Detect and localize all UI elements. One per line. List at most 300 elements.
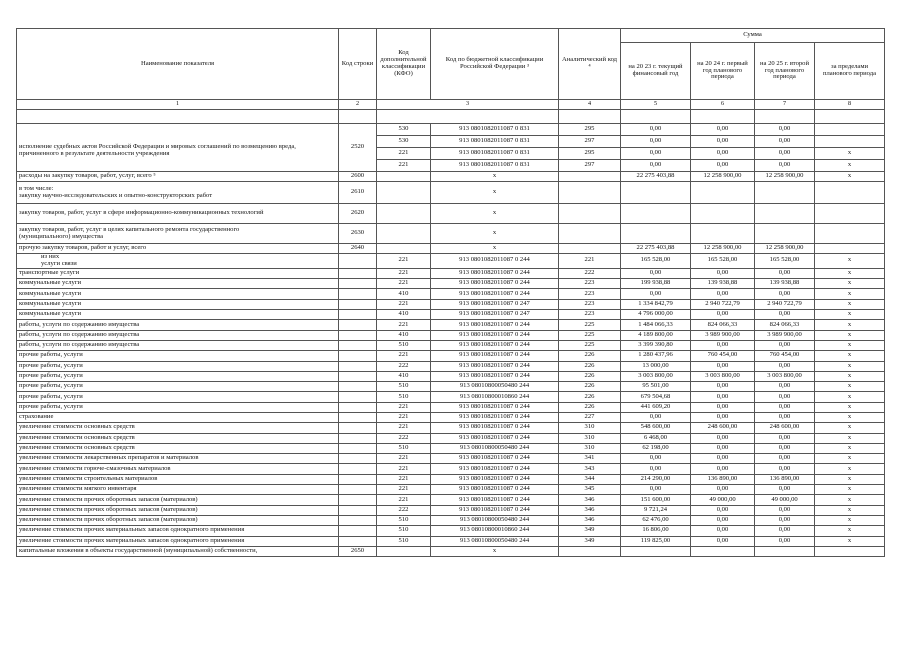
budget-code-cell: 913 0801082011087 0 244 bbox=[431, 279, 559, 289]
analytic-cell: 349 bbox=[559, 526, 621, 536]
kfo-cell: 410 bbox=[377, 289, 431, 299]
value-year-2 bbox=[691, 546, 755, 556]
budget-code-cell: 913 0801082011087 0 247 bbox=[431, 299, 559, 309]
analytic-cell: 295 bbox=[559, 124, 621, 136]
kfo-cell: 221 bbox=[377, 160, 431, 172]
table-row bbox=[17, 289, 885, 299]
value-year-3: 0,00 bbox=[755, 454, 815, 464]
indicator-name: закупку товаров, работ, услуг в сфере информационно-коммуникационных технологий bbox=[17, 204, 339, 224]
header-year-1: на 20 23 г. текущий финансовый год bbox=[621, 43, 691, 100]
kfo-cell: 510 bbox=[377, 536, 431, 546]
row-code: 2620 bbox=[339, 204, 377, 224]
indicator-name: увеличение стоимости лекарственных препаратов и материалов bbox=[17, 454, 339, 464]
indicator-name: работы, услуги по содержанию имущества bbox=[17, 330, 339, 340]
budget-code-cell: 913 0801082011087 0 831 bbox=[431, 136, 559, 148]
value-year-1 bbox=[621, 546, 691, 556]
analytic-cell: 223 bbox=[559, 279, 621, 289]
row-code bbox=[339, 485, 377, 495]
value-year-3: 0,00 bbox=[755, 485, 815, 495]
indicator-label: услуги связи bbox=[41, 259, 77, 267]
table-row bbox=[17, 361, 885, 371]
header-sum: Сумма bbox=[621, 29, 885, 43]
value-year-3: 0,00 bbox=[755, 505, 815, 515]
value-year-1: 22 275 403,88 bbox=[621, 172, 691, 182]
budget-code-cell: 913 0801082011087 0 244 bbox=[431, 254, 559, 269]
header-year-3: на 20 25 г. второй год планового периода bbox=[755, 43, 815, 100]
table-row bbox=[17, 268, 885, 278]
indicator-name: увеличение стоимости строительных материалов bbox=[17, 474, 339, 484]
table-row bbox=[17, 515, 885, 525]
budget-code-cell: 913 08010800050480 244 bbox=[431, 536, 559, 546]
value-year-2: 248 600,00 bbox=[691, 423, 755, 433]
value-beyond: х bbox=[815, 413, 885, 423]
kfo-cell: 222 bbox=[377, 433, 431, 443]
kfo-cell: 410 bbox=[377, 310, 431, 320]
value-year-3: 3 003 800,00 bbox=[755, 371, 815, 381]
value-year-2: 136 890,00 bbox=[691, 474, 755, 484]
value-year-2: 0,00 bbox=[691, 392, 755, 402]
indicator-name: увеличение стоимости основных средств bbox=[17, 433, 339, 443]
indicator-name: работы, услуги по содержанию имущества bbox=[17, 320, 339, 330]
row-code bbox=[339, 536, 377, 546]
table-row bbox=[17, 279, 885, 289]
kfo-cell bbox=[377, 224, 431, 244]
value-year-3: 139 938,88 bbox=[755, 279, 815, 289]
value-year-3: 49 000,00 bbox=[755, 495, 815, 505]
analytic-cell: 346 bbox=[559, 515, 621, 525]
kfo-cell: 221 bbox=[377, 351, 431, 361]
value-year-3: 0,00 bbox=[755, 515, 815, 525]
row-code: 2630 bbox=[339, 224, 377, 244]
budget-code-cell: 913 0801082011087 0 244 bbox=[431, 361, 559, 371]
table-row bbox=[17, 224, 885, 244]
table-row bbox=[17, 371, 885, 381]
value-beyond: х bbox=[815, 495, 885, 505]
blank-cell bbox=[559, 110, 621, 124]
value-beyond bbox=[815, 204, 885, 224]
value-year-1: 3 399 390,80 bbox=[621, 340, 691, 350]
blank-cell bbox=[691, 110, 755, 124]
budget-code-cell: х bbox=[431, 224, 559, 244]
value-year-1: 0,00 bbox=[621, 454, 691, 464]
value-year-1: 0,00 bbox=[621, 124, 691, 136]
col-num-8: 8 bbox=[815, 100, 885, 110]
budget-code-cell: 913 08010800050480 244 bbox=[431, 515, 559, 525]
value-year-2: 0,00 bbox=[691, 340, 755, 350]
value-year-1: 0,00 bbox=[621, 485, 691, 495]
analytic-cell: 221 bbox=[559, 254, 621, 269]
value-year-3: 0,00 bbox=[755, 361, 815, 371]
indicator-name: увеличение стоимости прочих оборотных запасов (материалов) bbox=[17, 505, 339, 515]
value-year-3: 0,00 bbox=[755, 402, 815, 412]
budget-code-cell: х bbox=[431, 172, 559, 182]
row-code bbox=[339, 474, 377, 484]
kfo-cell: 221 bbox=[377, 268, 431, 278]
note-of-which: из них bbox=[41, 253, 60, 260]
analytic-cell: 225 bbox=[559, 330, 621, 340]
analytic-cell: 223 bbox=[559, 289, 621, 299]
value-year-2: 0,00 bbox=[691, 515, 755, 525]
col-num-7: 7 bbox=[755, 100, 815, 110]
value-year-3: 0,00 bbox=[755, 340, 815, 350]
budget-code-cell: 913 08010800050480 244 bbox=[431, 382, 559, 392]
indicator-name: расходы на закупку товаров, работ, услуг, всего ⁵ bbox=[17, 172, 339, 182]
value-year-3: 3 989 900,00 bbox=[755, 330, 815, 340]
blank-cell bbox=[755, 110, 815, 124]
indicator-name: увеличение стоимости мягкого инвентаря bbox=[17, 485, 339, 495]
table-row bbox=[17, 423, 885, 433]
value-year-3 bbox=[755, 224, 815, 244]
table-row bbox=[17, 351, 885, 361]
value-year-2: 0,00 bbox=[691, 526, 755, 536]
indicator-name: прочие работы, услуги bbox=[17, 371, 339, 381]
kfo-cell: 221 bbox=[377, 413, 431, 423]
value-year-2: 824 066,33 bbox=[691, 320, 755, 330]
value-beyond: х bbox=[815, 320, 885, 330]
budget-code-cell: 913 08010800010860 244 bbox=[431, 392, 559, 402]
header-year-2: на 20 24 г. первый год планового периода bbox=[691, 43, 755, 100]
row-code: 2520 bbox=[339, 124, 377, 172]
indicator-name: прочие работы, услуги bbox=[17, 351, 339, 361]
kfo-cell: 221 bbox=[377, 485, 431, 495]
value-year-1: 62 476,00 bbox=[621, 515, 691, 525]
value-year-2: 0,00 bbox=[691, 310, 755, 320]
row-code bbox=[339, 382, 377, 392]
value-year-1: 1 484 066,33 bbox=[621, 320, 691, 330]
value-year-3: 760 454,00 bbox=[755, 351, 815, 361]
budget-code-cell: 913 0801082011087 0 244 bbox=[431, 351, 559, 361]
row-code bbox=[339, 515, 377, 525]
analytic-cell: 343 bbox=[559, 464, 621, 474]
analytic-cell: 226 bbox=[559, 351, 621, 361]
budget-code-cell: 913 0801082011087 0 831 bbox=[431, 160, 559, 172]
row-code bbox=[339, 413, 377, 423]
row-code bbox=[339, 361, 377, 371]
value-year-1: 199 938,88 bbox=[621, 279, 691, 289]
value-beyond: х bbox=[815, 454, 885, 464]
value-beyond bbox=[815, 546, 885, 556]
kfo-cell: 510 bbox=[377, 526, 431, 536]
kfo-cell: 221 bbox=[377, 464, 431, 474]
value-year-3: 0,00 bbox=[755, 310, 815, 320]
value-year-1: 1 334 842,79 bbox=[621, 299, 691, 309]
value-year-1: 0,00 bbox=[621, 160, 691, 172]
table-row bbox=[17, 485, 885, 495]
col-num-5: 5 bbox=[621, 100, 691, 110]
value-year-1: 151 600,00 bbox=[621, 495, 691, 505]
indicator-name: коммунальные услуги bbox=[17, 289, 339, 299]
value-year-3: 0,00 bbox=[755, 536, 815, 546]
table-row bbox=[17, 244, 885, 254]
analytic-cell: 223 bbox=[559, 310, 621, 320]
value-year-2: 0,00 bbox=[691, 361, 755, 371]
value-year-3: 0,00 bbox=[755, 124, 815, 136]
kfo-cell: 221 bbox=[377, 474, 431, 484]
value-beyond: х bbox=[815, 402, 885, 412]
value-year-1: 441 609,20 bbox=[621, 402, 691, 412]
budget-code-cell: 913 0801082011087 0 244 bbox=[431, 454, 559, 464]
analytic-cell: 310 bbox=[559, 423, 621, 433]
budget-code-cell: 913 0801082011087 0 247 bbox=[431, 310, 559, 320]
value-year-3: 0,00 bbox=[755, 526, 815, 536]
analytic-cell: 341 bbox=[559, 454, 621, 464]
row-code bbox=[339, 402, 377, 412]
header-budget-code: Код по бюджетной классификации Российской Федерации ³ bbox=[431, 29, 559, 100]
value-beyond: х bbox=[815, 433, 885, 443]
value-year-3: 0,00 bbox=[755, 443, 815, 453]
value-year-1: 0,00 bbox=[621, 464, 691, 474]
analytic-cell bbox=[559, 182, 621, 204]
col-num-2: 2 bbox=[339, 100, 377, 110]
row-code: 2610 bbox=[339, 182, 377, 204]
indicator-name: коммунальные услуги bbox=[17, 310, 339, 320]
value-beyond: х bbox=[815, 423, 885, 433]
kfo-cell bbox=[377, 182, 431, 204]
row-code bbox=[339, 330, 377, 340]
col-num-3: 3 bbox=[377, 100, 559, 110]
indicator-name: увеличение стоимости прочих оборотных запасов (материалов) bbox=[17, 515, 339, 525]
value-year-2: 760 454,00 bbox=[691, 351, 755, 361]
value-year-2: 0,00 bbox=[691, 464, 755, 474]
value-year-3: 0,00 bbox=[755, 382, 815, 392]
budget-code-cell: 913 0801082011087 0 244 bbox=[431, 330, 559, 340]
value-year-2 bbox=[691, 204, 755, 224]
indicator-name: работы, услуги по содержанию имущества bbox=[17, 340, 339, 350]
indicator-name: исполнение судебных актов Российской Федерации и мировых соглашений по возмещению вреда, причиненного в результате деятельности учреждения bbox=[17, 124, 339, 172]
value-year-3 bbox=[755, 204, 815, 224]
budget-code-cell: 913 0801082011087 0 244 bbox=[431, 474, 559, 484]
budget-code-cell: 913 0801082011087 0 244 bbox=[431, 464, 559, 474]
value-year-1: 3 003 800,00 bbox=[621, 371, 691, 381]
budget-code-cell: х bbox=[431, 244, 559, 254]
value-year-1: 13 000,00 bbox=[621, 361, 691, 371]
analytic-cell: 344 bbox=[559, 474, 621, 484]
kfo-cell: 221 bbox=[377, 495, 431, 505]
value-year-1: 0,00 bbox=[621, 148, 691, 160]
table-row bbox=[17, 204, 885, 224]
row-code bbox=[339, 454, 377, 464]
value-beyond: х bbox=[815, 289, 885, 299]
value-beyond: х bbox=[815, 279, 885, 289]
indicator-name bbox=[17, 224, 339, 244]
kfo-cell: 510 bbox=[377, 515, 431, 525]
purchases-section bbox=[17, 172, 885, 557]
row-code bbox=[339, 351, 377, 361]
table-row bbox=[17, 505, 885, 515]
indicator-name: прочие работы, услуги bbox=[17, 402, 339, 412]
indicator-name bbox=[17, 182, 339, 204]
value-year-1: 4 796 000,00 bbox=[621, 310, 691, 320]
kfo-cell: 510 bbox=[377, 392, 431, 402]
value-year-1: 22 275 403,88 bbox=[621, 244, 691, 254]
value-beyond: х bbox=[815, 382, 885, 392]
budget-code-cell: 913 0801082011087 0 244 bbox=[431, 371, 559, 381]
value-year-3: 824 066,33 bbox=[755, 320, 815, 330]
kfo-cell: 410 bbox=[377, 330, 431, 340]
value-year-3: 0,00 bbox=[755, 464, 815, 474]
analytic-cell: 297 bbox=[559, 160, 621, 172]
table-row bbox=[17, 402, 885, 412]
budget-code-cell: 913 0801082011087 0 244 bbox=[431, 289, 559, 299]
value-year-2: 165 528,00 bbox=[691, 254, 755, 269]
analytic-cell: 226 bbox=[559, 382, 621, 392]
value-year-3: 0,00 bbox=[755, 136, 815, 148]
value-beyond: х bbox=[815, 361, 885, 371]
row-code: 2640 bbox=[339, 244, 377, 254]
table-row bbox=[17, 526, 885, 536]
value-year-3: 0,00 bbox=[755, 148, 815, 160]
analytic-cell: 349 bbox=[559, 536, 621, 546]
table-row bbox=[17, 320, 885, 330]
indicator-name: увеличение стоимости основных средств bbox=[17, 443, 339, 453]
value-beyond bbox=[815, 182, 885, 204]
value-beyond: х bbox=[815, 515, 885, 525]
table-row bbox=[17, 382, 885, 392]
table-row bbox=[17, 454, 885, 464]
indicator-name: прочую закупку товаров, работ и услуг, всего bbox=[17, 244, 339, 254]
indicator-name: прочие работы, услуги bbox=[17, 382, 339, 392]
indicator-name: капитальные вложения в объекты государственной (муниципальной) собственности, bbox=[17, 546, 339, 556]
indicator-name: увеличение стоимости прочих материальных запасов однократного применения bbox=[17, 536, 339, 546]
row-code bbox=[339, 495, 377, 505]
value-year-1 bbox=[621, 182, 691, 204]
value-year-3: 248 600,00 bbox=[755, 423, 815, 433]
value-year-2: 0,00 bbox=[691, 433, 755, 443]
header-row-code: Код строки bbox=[339, 29, 377, 100]
value-year-3: 0,00 bbox=[755, 413, 815, 423]
row-code: 2600 bbox=[339, 172, 377, 182]
analytic-cell: 226 bbox=[559, 361, 621, 371]
indicator-label: закупку научно-исследовательских и опытно-конструкторских работ bbox=[19, 191, 213, 199]
value-year-1: 679 504,68 bbox=[621, 392, 691, 402]
analytic-cell bbox=[559, 204, 621, 224]
value-year-2 bbox=[691, 224, 755, 244]
col-num-4: 4 bbox=[559, 100, 621, 110]
analytic-cell: 225 bbox=[559, 340, 621, 350]
kfo-cell: 221 bbox=[377, 454, 431, 464]
value-year-3: 2 940 722,79 bbox=[755, 299, 815, 309]
kfo-cell: 221 bbox=[377, 279, 431, 289]
value-year-1: 6 468,00 bbox=[621, 433, 691, 443]
analytic-cell: 297 bbox=[559, 136, 621, 148]
budget-code-cell: х bbox=[431, 182, 559, 204]
value-beyond: х bbox=[815, 340, 885, 350]
kfo-cell: 221 bbox=[377, 299, 431, 309]
kfo-cell bbox=[377, 244, 431, 254]
value-beyond: х bbox=[815, 392, 885, 402]
table-row bbox=[17, 124, 885, 136]
indicator-name: увеличение стоимости основных средств bbox=[17, 423, 339, 433]
table-row bbox=[17, 310, 885, 320]
header-beyond: за пределами планового периода bbox=[815, 43, 885, 100]
value-year-2: 3 003 800,00 bbox=[691, 371, 755, 381]
row-code bbox=[339, 340, 377, 350]
value-year-3: 0,00 bbox=[755, 289, 815, 299]
table-row bbox=[17, 299, 885, 309]
value-year-2: 0,00 bbox=[691, 136, 755, 148]
value-year-1 bbox=[621, 204, 691, 224]
value-year-2: 0,00 bbox=[691, 536, 755, 546]
row-code bbox=[339, 268, 377, 278]
kfo-cell bbox=[377, 546, 431, 556]
table-row bbox=[17, 392, 885, 402]
row-code bbox=[339, 371, 377, 381]
value-beyond: х bbox=[815, 160, 885, 172]
analytic-cell bbox=[559, 224, 621, 244]
blank-cell bbox=[621, 110, 691, 124]
value-year-3: 0,00 bbox=[755, 160, 815, 172]
analytic-cell: 226 bbox=[559, 371, 621, 381]
kfo-cell bbox=[377, 204, 431, 224]
row-code: 2650 bbox=[339, 546, 377, 556]
table-row bbox=[17, 254, 885, 269]
analytic-cell: 310 bbox=[559, 443, 621, 453]
value-year-3 bbox=[755, 182, 815, 204]
value-beyond: х bbox=[815, 526, 885, 536]
budget-code-cell: 913 0801082011087 0 244 bbox=[431, 402, 559, 412]
kfo-cell: 221 bbox=[377, 320, 431, 330]
analytic-cell bbox=[559, 546, 621, 556]
value-year-2: 0,00 bbox=[691, 443, 755, 453]
analytic-cell: 226 bbox=[559, 402, 621, 412]
analytic-cell bbox=[559, 172, 621, 182]
kfo-cell: 221 bbox=[377, 402, 431, 412]
indicator-name: коммунальные услуги bbox=[17, 279, 339, 289]
value-year-1: 9 721,24 bbox=[621, 505, 691, 515]
table-row bbox=[17, 546, 885, 556]
budget-code-cell: 913 0801082011087 0 244 bbox=[431, 433, 559, 443]
value-year-1 bbox=[621, 224, 691, 244]
indicator-label: (муниципального) имущества bbox=[19, 232, 104, 240]
indicator-name bbox=[17, 254, 339, 269]
value-year-2: 0,00 bbox=[691, 148, 755, 160]
value-beyond bbox=[815, 136, 885, 148]
header-kfo: Код дополнительной классификации (КФО) bbox=[377, 29, 431, 100]
value-beyond: х bbox=[815, 351, 885, 361]
value-year-1: 119 825,00 bbox=[621, 536, 691, 546]
value-year-2: 0,00 bbox=[691, 160, 755, 172]
value-year-2: 12 258 900,00 bbox=[691, 172, 755, 182]
value-year-2: 0,00 bbox=[691, 485, 755, 495]
header-analytic: Аналитический код ⁴ bbox=[559, 29, 621, 100]
kfo-cell: 221 bbox=[377, 423, 431, 433]
value-beyond: х bbox=[815, 254, 885, 269]
value-year-2: 0,00 bbox=[691, 454, 755, 464]
value-year-3 bbox=[755, 546, 815, 556]
value-beyond: х bbox=[815, 148, 885, 160]
table-row bbox=[17, 172, 885, 182]
value-year-3: 0,00 bbox=[755, 433, 815, 443]
value-beyond: х bbox=[815, 485, 885, 495]
kfo-cell bbox=[377, 172, 431, 182]
blank-cell bbox=[339, 110, 377, 124]
value-year-1: 0,00 bbox=[621, 268, 691, 278]
value-year-2: 0,00 bbox=[691, 402, 755, 412]
value-year-1: 0,00 bbox=[621, 136, 691, 148]
value-year-1: 16 806,00 bbox=[621, 526, 691, 536]
value-year-1: 4 189 800,00 bbox=[621, 330, 691, 340]
budget-code-cell: 913 0801082011087 0 244 bbox=[431, 423, 559, 433]
table-row bbox=[17, 340, 885, 350]
analytic-cell bbox=[559, 244, 621, 254]
budget-code-cell: 913 0801082011087 0 244 bbox=[431, 505, 559, 515]
value-year-2 bbox=[691, 182, 755, 204]
row-code bbox=[339, 299, 377, 309]
value-year-1: 165 528,00 bbox=[621, 254, 691, 269]
indicator-name: страхование bbox=[17, 413, 339, 423]
value-beyond: х bbox=[815, 464, 885, 474]
kfo-cell: 221 bbox=[377, 254, 431, 269]
